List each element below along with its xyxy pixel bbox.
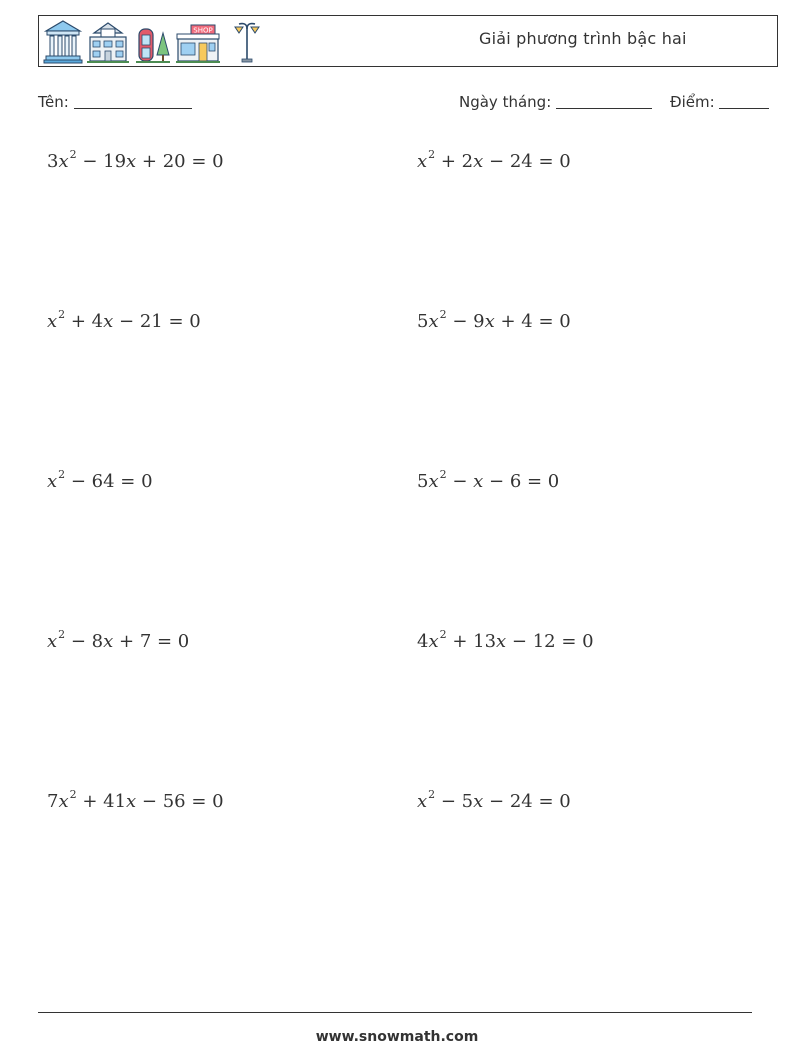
street-lamp-icon: [227, 19, 267, 65]
problem-10: $x^2 - 5x - 24 = 0$: [417, 788, 571, 812]
problem-2: $x^2 + 2x - 24 = 0$: [417, 148, 571, 172]
problem-5: $x^2 - 64 = 0$: [47, 468, 153, 492]
worksheet-title: Giải phương trình bậc hai: [479, 29, 687, 48]
shop-icon: [175, 19, 221, 65]
score-label: Điểm:: [670, 93, 715, 111]
worksheet-header: [38, 15, 778, 67]
problem-4: $5x^2 - 9x + 4 = 0$: [417, 308, 571, 332]
date-label: Ngày tháng:: [459, 93, 552, 111]
problem-9: $7x^2 + 41x - 56 = 0$: [47, 788, 224, 812]
score-field: [670, 93, 769, 111]
name-field: [38, 93, 192, 111]
problem-1: $3x^2 - 19x + 20 = 0$: [47, 148, 224, 172]
school-building-icon: [86, 19, 130, 65]
problem-8: $4x^2 + 13x - 12 = 0$: [417, 628, 594, 652]
footer-divider: [38, 1012, 752, 1013]
name-blank[interactable]: [74, 94, 192, 109]
shop-sign-text: SHOP: [193, 26, 213, 35]
name-label: Tên:: [38, 93, 69, 111]
date-blank[interactable]: [556, 94, 652, 109]
score-blank[interactable]: [719, 94, 769, 109]
date-field: [459, 93, 652, 111]
problem-6: $5x^2 - x - 6 = 0$: [417, 468, 560, 492]
museum-icon: [43, 19, 83, 65]
problem-7: $x^2 - 8x + 7 = 0$: [47, 628, 190, 652]
footer-url[interactable]: www.snowmath.com: [315, 1029, 479, 1045]
phone-booth-tree-icon: [135, 19, 171, 65]
problem-3: $x^2 + 4x - 21 = 0$: [47, 308, 201, 332]
